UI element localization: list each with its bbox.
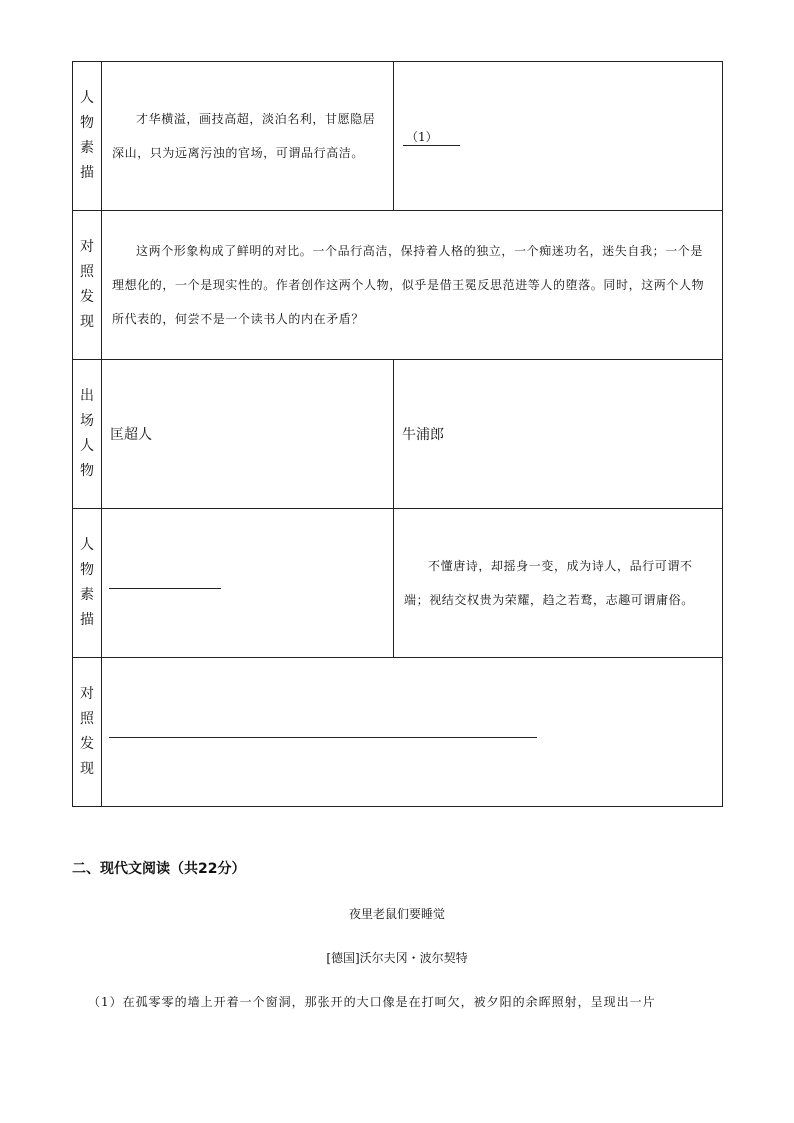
section-heading: 二、现代文阅读（共22分）	[72, 861, 246, 877]
table-row	[73, 509, 723, 658]
contrast-cell-1	[102, 211, 723, 360]
answer-cell-2	[102, 509, 394, 658]
contrast-cell-2	[102, 658, 723, 807]
table-row	[73, 360, 723, 509]
row-label-contrast-2: 对 照 发 现	[73, 658, 102, 807]
article-author: [德国]沃尔夫冈・波尔契特	[326, 951, 468, 965]
answer-blank-2[interactable]	[109, 576, 221, 589]
wangmian-sketch-cell	[102, 62, 394, 211]
comparison-table	[72, 61, 723, 807]
table-row	[73, 62, 723, 211]
answer-blank-3[interactable]	[109, 725, 537, 738]
wangmian-sketch-text: 才华横溢，画技高超，淡泊名利，甘愿隐居深山，只为远离污浊的官场，可谓品行高洁。	[112, 112, 376, 160]
character-name-kuang: 匡超人	[110, 427, 152, 443]
article-title: 夜里老鼠们要睡觉	[348, 907, 445, 921]
article-paragraph-1: （1）在孤零零的墙上开着一个窗洞，那张开的大口像是在打呵欠，被夕阳的余晖照射，呈现出一片	[88, 995, 656, 1009]
row-label-contrast: 对 照 发 现	[73, 211, 102, 360]
table-row	[73, 658, 723, 807]
answer-cell-1	[394, 62, 723, 211]
niu-sketch-cell	[394, 509, 723, 658]
contrast-text-1: 这两个形象构成了鲜明的对比。一个品行高洁，保持着人格的独立，一个痴迷功名，迷失自我；一个是理想化的，一个是现实性的。作者创作这两个人物，似乎是借王冕反思范进等人的堕落。同时，这两个人物所代表的，何尝不是一个读书人的内在矛盾？	[112, 244, 705, 326]
table-row	[73, 211, 723, 360]
row-label-sketch: 人 物 素 描	[73, 62, 102, 211]
row-label-sketch-2: 人 物 素 描	[73, 509, 102, 658]
character-cell-right	[394, 360, 723, 509]
row-label-characters: 出 场 人 物	[73, 360, 102, 509]
character-cell-left	[102, 360, 394, 509]
niu-sketch-text: 不懂唐诗，却摇身一变，成为诗人，品行可谓不端；视结交权贵为荣耀，趋之若鹜，志趣可谓庸俗。	[404, 559, 694, 607]
character-name-niu: 牛浦郎	[402, 427, 444, 443]
answer-blank-1[interactable]: （1）	[403, 128, 460, 146]
